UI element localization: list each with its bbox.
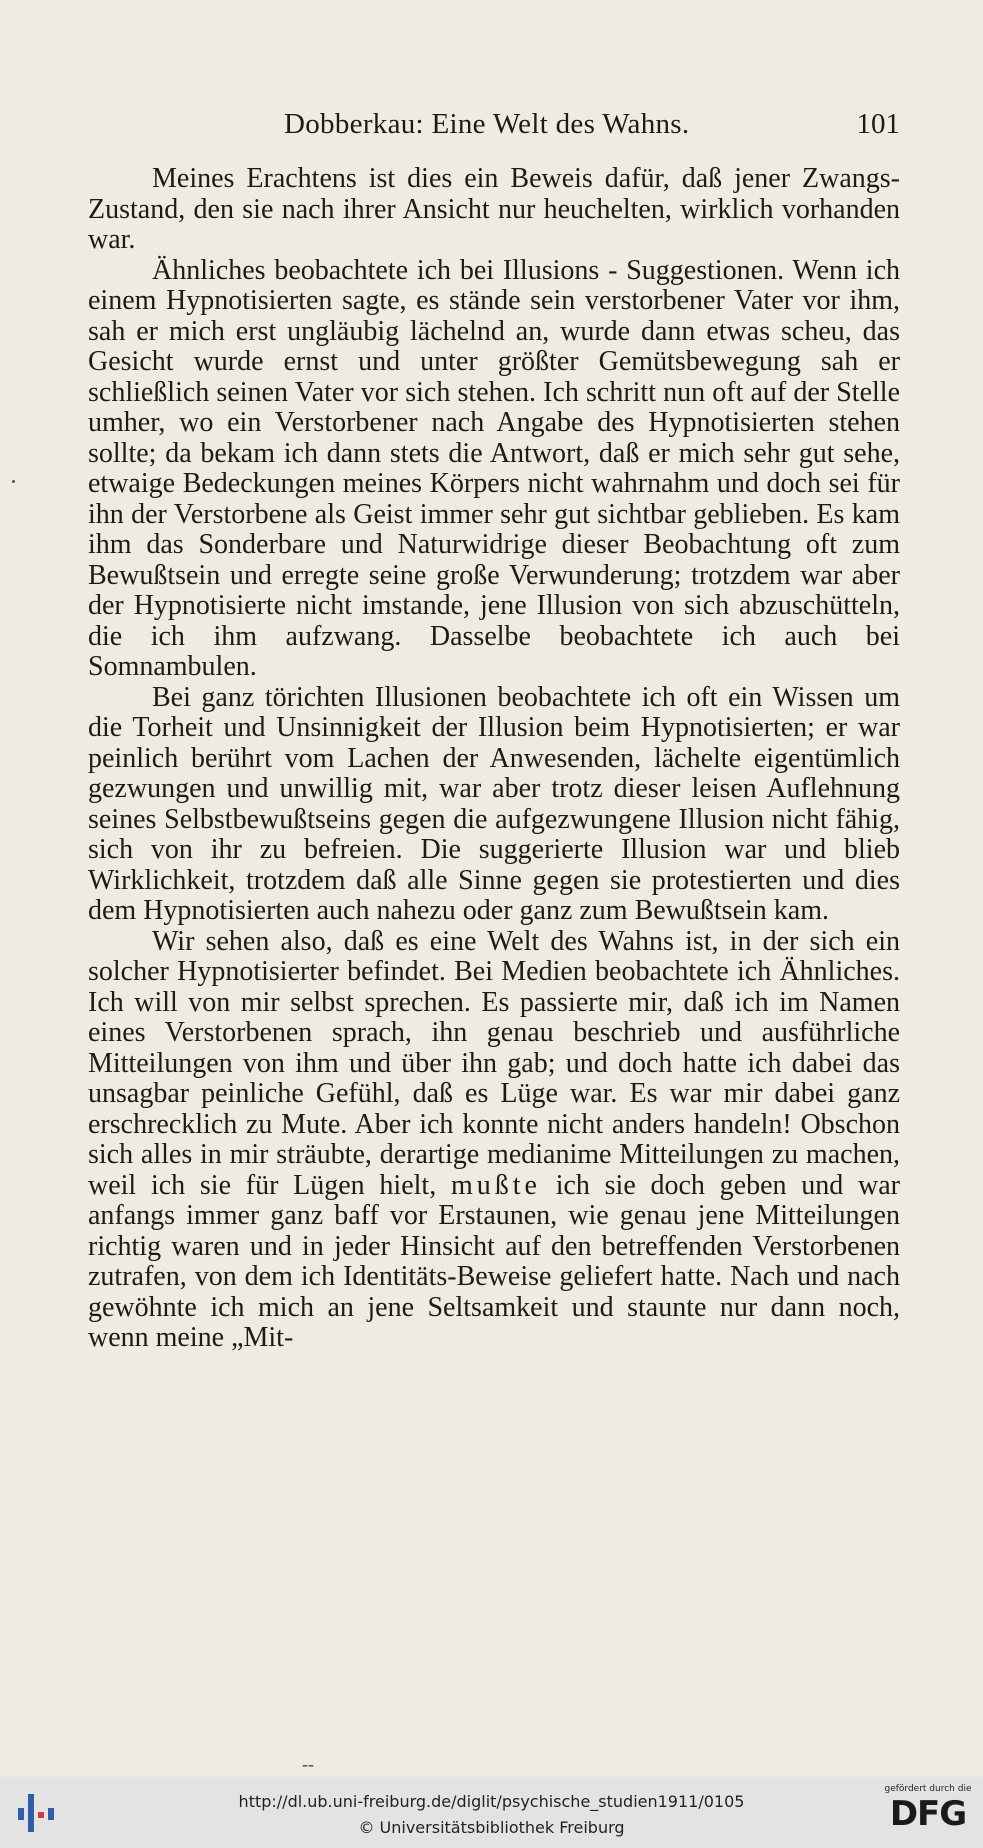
paragraph-2: Ähnliches beobachtete ich bei Illusions - Suggestionen. Wenn ich einem Hypnotisierten sagte, es stände sein verstorbener Vater vor ihm, sah er mich erst ungläubig lächelnd an, wurde dann etwas scheu, das Gesicht wurde ernst und unter größter Gemütsbewegung sah er schließlich seinen Vater vor sich stehen. Ich schritt nun oft auf der Stelle umher, wo ein Verstorbener nach Angabe des Hypnotisierten stehen sollte; da bekam ich dann stets die Antwort, daß er mich sehr gut sehe, etwaige Bedeckungen meines Körpers nicht wahrnahm und doch sei für ihn der Verstorbene als Geist immer sehr gut sichtbar geblieben. Es kam ihm das Sonderbare und Naturwidrige dieser Beobachtung oft zum Bewußtsein und erregte seine große Verwunderung; trotzdem war aber der Hypnotisierte nicht imstande, jene Illusion von sich abzuschütteln, die ich ihm aufzwang. Dasselbe beobachtete ich auch bei Somnambulen.: [88, 254, 900, 682]
footer-copyright: © Universitätsbibliothek Freiburg: [358, 1818, 625, 1837]
library-footer: [0, 1778, 983, 1848]
paragraph-4-after: ich sie doch geben und war anfangs immer ganz baff vor Erstaunen, wie genau jene Mitteilungen richtig waren und in jeder Hinsicht auf den betreffenden Verstorbenen zutrafen, von dem ich Identitäts-Beweise geliefert hatte. Nach und nach gewöhnte ich mich an jene Seltsamkeit und staunte nur dann noch, wenn meine „Mit-: [88, 1169, 900, 1353]
emphasized-word: mußte: [450, 1169, 541, 1201]
running-head: [88, 108, 900, 148]
body-text: [88, 164, 900, 1354]
scan-speck: [12, 480, 15, 483]
running-title: Dobberkau: Eine Welt des Wahns.: [284, 108, 690, 140]
paragraph-4: [88, 927, 900, 1354]
paragraph-1: Meines Erachtens ist dies ein Beweis dafür, daß jener Zwangs-Zustand, den sie nach ihrer Ansicht nur heuchelten, wirklich vorhanden war.: [88, 163, 900, 255]
dfg-badge: [883, 1784, 973, 1833]
page-number: 101: [856, 108, 900, 140]
dfg-logo: DFG: [889, 1794, 967, 1834]
paragraph-3: Bei ganz törichten Illusionen beobachtete ich oft ein Wissen um die Torheit und Unsinnigkeit der Illusion beim Hypnotisierten; er war peinlich berührt vom Lachen der Anwesenden, lächelte eigentümlich gezwungen und unwillig mit, war aber trotz dieser leisen Auflehnung seines Selbstbewußtseins gegen die aufgezwungene Illusion nicht fähig, sich von ihr zu befreien. Die suggerierte Illusion war und blieb Wirklichkeit, trotzdem daß alle Sinne gegen sie protestierten und dies dem Hypnotisierten auch nahezu oder ganz zum Bewußtsein kam.: [88, 681, 900, 926]
dfg-caption: gefördert durch die: [884, 1784, 972, 1794]
paragraph-4-before: Wir sehen also, daß es eine Welt des Wahns ist, in der sich ein solcher Hypnotisierter befindet. Bei Medien beobachtete ich Ähnliches. Ich will von mir selbst sprechen. Es passierte mir, daß ich im Namen eines Verstorbenen sprach, ihn genau beschrieb und ausführliche Mitteilungen von ihm und über ihn gab; und doch hatte ich dabei das unsagbar peinliche Gefühl, daß es Lüge war. Es war mir dabei ganz erschrecklich zu Mute. Aber ich konnte nicht anders handeln! Obschon sich alles in mir sträubte, derartige medianime Mitteilungen zu machen, weil ich sie für Lügen hielt,: [88, 925, 900, 1201]
footer-url-link[interactable]: http://dl.ub.uni-freiburg.de/diglit/psychische_studien1911/0105: [238, 1792, 745, 1811]
footer-dash: --: [302, 1754, 314, 1774]
